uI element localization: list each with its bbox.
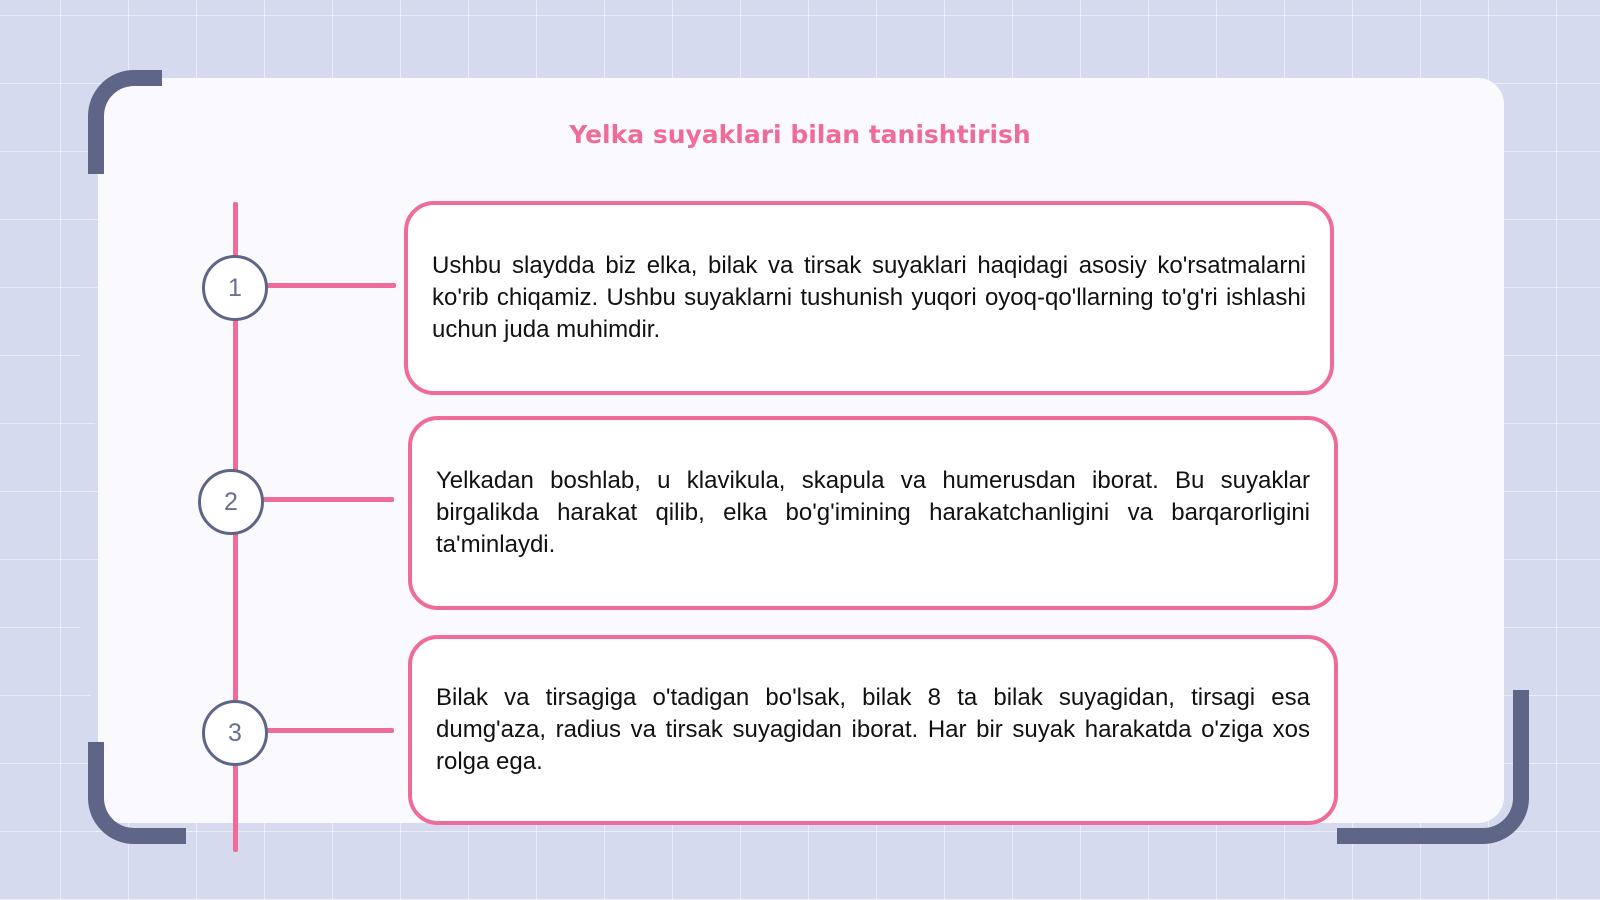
step-number-badge: 2 <box>198 469 264 535</box>
corner-bracket-bottom-right <box>1337 690 1529 844</box>
step-text-box <box>404 201 1334 395</box>
step-text-box <box>408 635 1338 825</box>
step-text: Ushbu slaydda biz elka, bilak va tirsak suyaklari haqidagi asosiy ko'rsatmalarni ko'rib chiqamiz. Ushbu suyaklarni tushunish yuqori oyoq-qo'llarning to'g'ri ishlashi uchun juda muhimdir. <box>432 252 1306 343</box>
step-text: Yelkadan boshlab, u klavikula, skapula va humerusdan iborat. Bu suyaklar birgalikda harakat qilib, elka bo'g'imining harakatchanligini va barqarorligini ta'minlaydi. <box>436 467 1310 558</box>
step-text-box <box>408 416 1338 610</box>
corner-bracket-bottom-left <box>88 742 186 844</box>
slide-title: Yelka suyaklari bilan tanishtirish <box>569 120 1031 149</box>
step-number-badge: 3 <box>202 700 268 766</box>
step-text: Bilak va tirsagiga o'tadigan bo'lsak, bilak 8 ta bilak suyagidan, tirsagi esa dumg'aza, radius va tirsak suyagidan iborat. Har bir suyak harakatda o'ziga xos rolga ega. <box>436 684 1310 775</box>
step-number-badge: 1 <box>202 255 268 321</box>
